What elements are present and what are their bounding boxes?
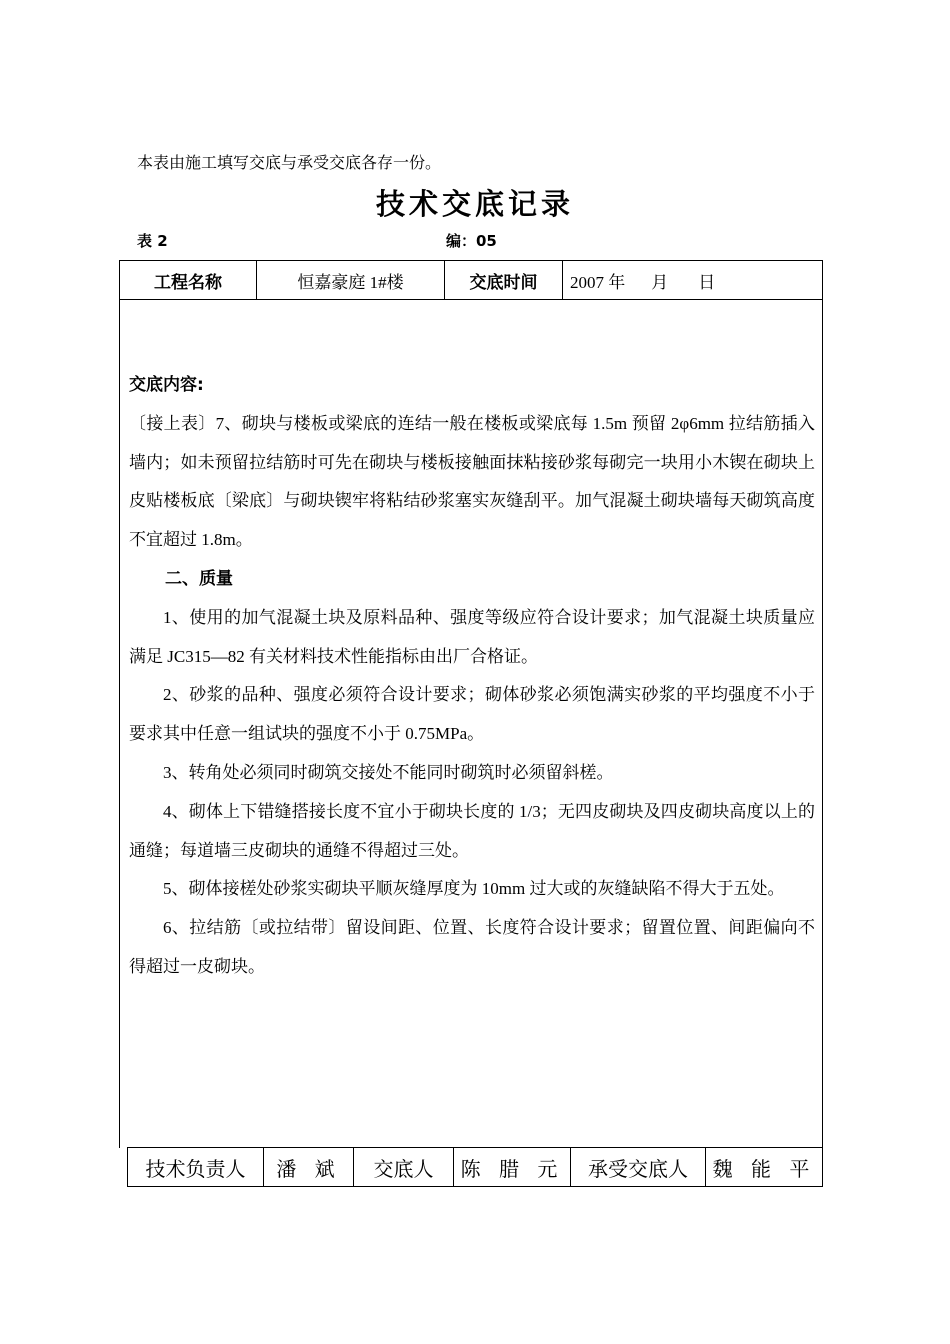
project-name-value: 恒嘉豪庭 1#楼: [257, 261, 445, 299]
content-box: [119, 299, 823, 1148]
serial-number: 编：05: [446, 232, 497, 250]
continued-paragraph: 〔接上表〕7、砌块与楼板或梁底的连结一般在楼板或梁底每 1.5m 预留 2φ6mm 拉结筋插入墙内；如未预留拉结筋时可先在砌块与楼板接触面抹粘接砂浆每砌完一块用小木锲在砌块上皮贴楼板底〔梁底〕与砌块锲牢将粘结砂浆塞实灰缝刮平。加气混凝土砌块墙每天砌筑高度不宜超过 1.8m。: [129, 413, 815, 550]
content-heading: 交底内容:: [129, 375, 204, 395]
quality-item: 3、转角处必须同时砌筑交接处不能同时砌筑时必须留斜槎。: [163, 762, 614, 782]
section-quality-heading: 二、质量: [165, 568, 233, 589]
day-label: 日: [698, 272, 716, 292]
header-table: [119, 260, 823, 300]
tech-lead-name: 潘 斌: [264, 1148, 354, 1186]
month-label: 月: [651, 272, 669, 292]
year-value: 2007 年: [570, 272, 626, 292]
receiver-label: 承受交底人: [571, 1148, 706, 1186]
quality-item: 4、砌体上下错缝搭接长度不宜小于砌块长度的 1/3；无四皮砌块及四皮砌块高度以上的通缝；每道墙三皮砌块的通缝不得超过三处。: [129, 801, 815, 860]
distribution-note: 本表由施工填写交底与承受交底各存一份。: [137, 155, 442, 172]
presenter-name: 陈 腊 元: [454, 1148, 571, 1186]
quality-item: 1、使用的加气混凝土块及原料品种、强度等级应符合设计要求；加气混凝土块质量应满足 JC315—82 有关材料技术性能指标由出厂合格证。: [129, 607, 815, 666]
project-name-label: 工程名称: [120, 261, 257, 299]
quality-item: 5、砌体接槎处砂浆实砌块平顺灰缝厚度为 10mm 过大或的灰缝缺陷不得大于五处。: [163, 879, 785, 899]
document-title: 技术交底记录: [375, 187, 574, 221]
table-number: 表 2: [137, 232, 168, 250]
presenter-label: 交底人: [354, 1148, 454, 1186]
handover-time-value: [563, 261, 822, 299]
receiver-name: 魏 能 平: [712, 1156, 816, 1181]
tech-lead-label: 技术负责人: [128, 1148, 264, 1186]
signature-table: [127, 1147, 823, 1187]
quality-item: 6、拉结筋〔或拉结带〕留设间距、位置、长度符合设计要求；留置位置、间距偏向不得超过一皮砌块。: [129, 918, 815, 976]
quality-item: 2、砂浆的品种、强度必须符合设计要求；砌体砂浆必须饱满实砂浆的平均强度不小于要求其中任意一组试块的强度不小于 0.75MPa。: [129, 685, 815, 744]
handover-time-label: 交底时间: [445, 261, 563, 299]
content-body: [129, 366, 815, 987]
